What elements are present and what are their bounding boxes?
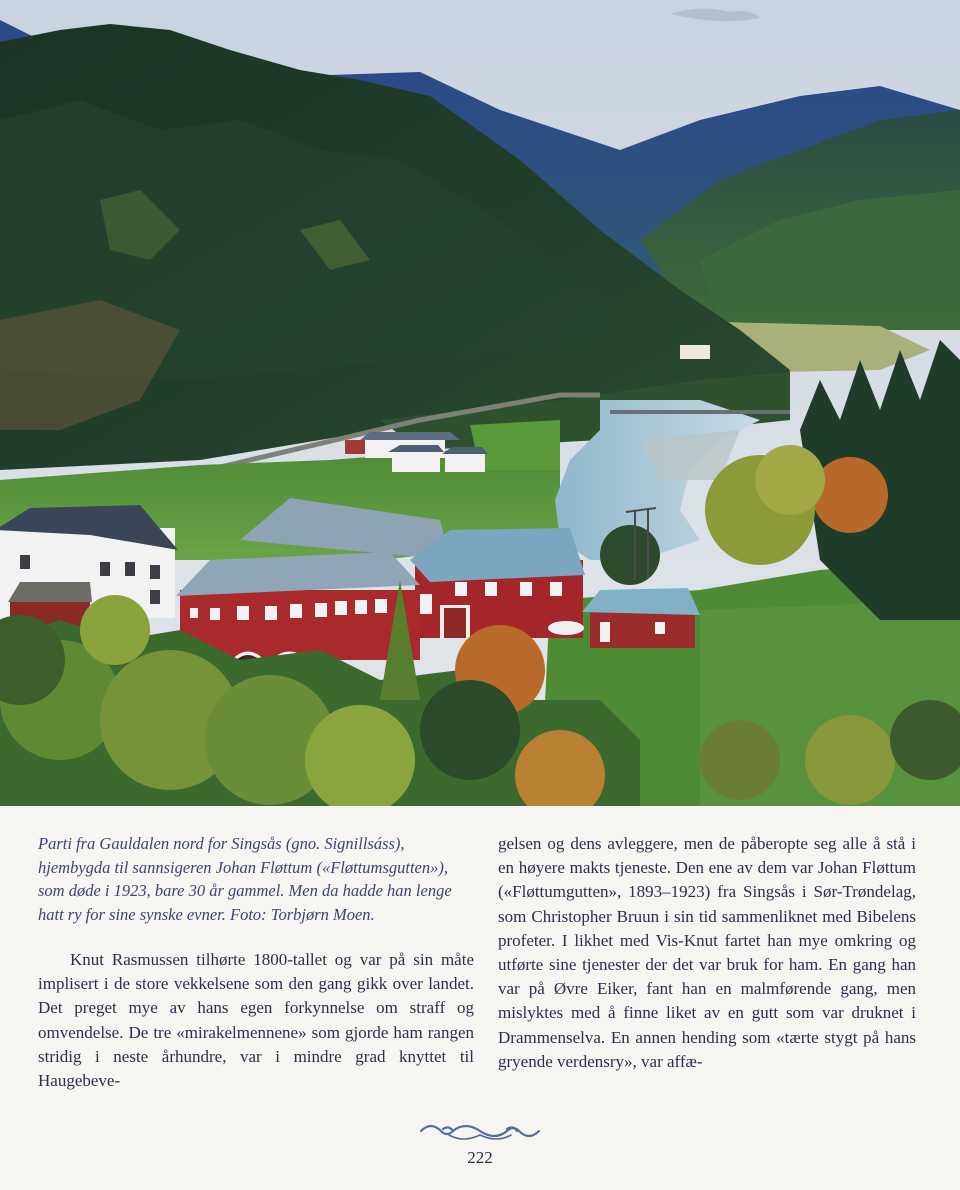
body-text-left: Knut Rasmussen tilhørte 1800-tallet og var på sin måte implisert i de store vekkelsene som den gang gikk over landet. Det preget mye av hans egen forkynnelse om straff og omvendelse. De tre «mirakelmennene» som gjorde ham rangen stridig i neste århundre, var i mindre grad knyttet til Haugebeve- xyxy=(38,950,474,1091)
right-column xyxy=(498,832,916,1074)
page-number: 222 xyxy=(467,1148,493,1167)
left-column xyxy=(38,832,474,1093)
scroll-ornament-icon xyxy=(419,1120,541,1142)
body-text-right: gelsen og dens avleggere, men de påberopte seg alle å stå i en høyere makts tjeneste. Den ene av dem var Johan Fløttum («Fløttumgutten», 1893–1923) fra Singsås i Sør-Trøndelag, som Christopher Bruun i sin tid sammenliknet med Bibelens profeter. I likhet med Vis-Knut fartet han mye omkring og utførte sine tjenester der det var bruk for ham. En gang han var på Øvre Eiker, fant han en malmførende gang, men mislyktes med å finne liket av en gutt som var druknet i Drammenselva. En annen hending som «tærte stygt på hans gryende verdensry», var affæ- xyxy=(498,834,916,1071)
photo-caption: Parti fra Gauldalen nord for Singsås (gno. Signillsáss), hjembygda til sannsigeren Johan Fløttum («Fløttumsgutten»), som døde i 1923, bare 30 år gammel. Men da hadde han lenge hatt ry for sine synske evner. Foto: Torbjørn Moen. xyxy=(38,834,452,924)
